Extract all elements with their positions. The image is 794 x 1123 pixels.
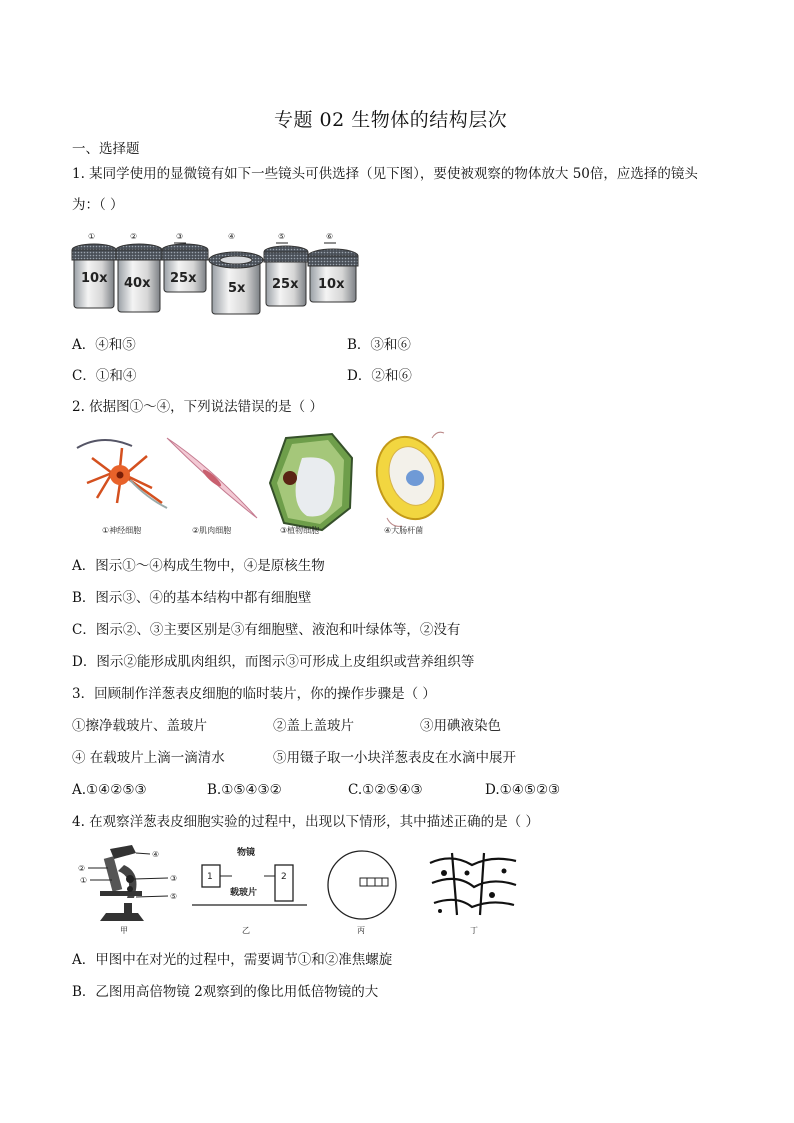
plant-cell-illustration [270, 434, 352, 530]
page-title: 专题 02 生物体的结构层次 [274, 109, 508, 131]
microscope-diagram [78, 845, 177, 935]
q2-option-a: A．图示①～④构成生物中，④是原核生物 [72, 558, 325, 574]
lens-1 [72, 232, 116, 308]
label-c3: ③ [170, 874, 178, 883]
objective-lenses-figure [68, 230, 368, 320]
section-heading: 一、选择题 [72, 141, 140, 157]
lens-2-mag: 40x [124, 276, 151, 291]
label-bing: 丙 [357, 926, 365, 935]
objective-slide-diagram [192, 846, 307, 935]
label-c2: ② [78, 864, 86, 873]
q3-option-a: A.①④②⑤③ [72, 782, 147, 798]
label-c5: ⑤ [170, 892, 178, 901]
lens-5 [264, 232, 308, 306]
q3-step-5: ⑤用镊子取一小块洋葱表皮在水滴中展开 [273, 750, 516, 766]
label-yi: 乙 [242, 926, 250, 935]
lens-3-mag: 25x [170, 271, 197, 286]
lens-1-number: ① [88, 232, 96, 241]
q3-option-c: C.①②⑤④③ [348, 782, 423, 798]
neuron-illustration [77, 440, 167, 508]
q4-stem: 4. 在观察洋葱表皮细胞实验的过程中，出现以下情形，其中描述正确的是（ ） [72, 814, 539, 830]
label-c1: ① [80, 876, 88, 885]
q1-option-c: C．①和④ [72, 368, 137, 384]
lens-6 [308, 232, 358, 302]
q1-stem-line2: 为：（ ） [72, 197, 124, 213]
q3-option-b: B.①⑤④③② [207, 782, 282, 798]
label-lens2: 2 [281, 872, 287, 882]
field-of-view-diagram [328, 851, 396, 935]
cell-label-1: ①神经细胞 [102, 526, 142, 535]
label-ding: 丁 [470, 926, 478, 935]
cell-label-4: ④大肠杆菌 [384, 526, 424, 535]
q2-option-d: D．图示②能形成肌肉组织，而图示③可形成上皮组织或营养组织等 [72, 654, 475, 670]
q2-option-b: B．图示③、④的基本结构中都有细胞壁 [72, 590, 312, 606]
lens-6-number: ⑥ [326, 232, 334, 241]
cells-view-diagram [427, 851, 517, 935]
q4-option-a: A．甲图中在对光的过程中，需要调节①和②准焦螺旋 [72, 952, 393, 968]
q3-option-d: D.①④⑤②③ [485, 782, 561, 798]
lens-5-mag: 25x [272, 277, 299, 292]
q1-stem-line1: 1. 某同学使用的显微镜有如下一些镜头可供选择（见下图），要使被观察的物体放大 50倍，应选择的镜头 [72, 166, 698, 182]
bacterium-illustration [367, 428, 452, 528]
q3-stem: 3．回顾制作洋葱表皮细胞的临时装片，你的操作步骤是（ ） [72, 686, 436, 702]
lens-4 [209, 232, 263, 314]
cells-figure [72, 428, 452, 540]
label-jia: 甲 [120, 926, 128, 935]
q3-step-2: ②盖上盖玻片 [273, 718, 354, 734]
q2-stem: 2. 依据图①～④，下列说法错误的是（ ） [72, 399, 323, 415]
lens-2 [116, 232, 162, 312]
cell-label-3: ③植物细胞 [280, 526, 320, 535]
microscope-figure [72, 843, 532, 935]
label-objective: 物镜 [237, 848, 256, 858]
lens-4-mag: 5x [228, 281, 246, 296]
q3-step-3: ③用碘液染色 [420, 718, 501, 734]
cell-label-2: ②肌肉细胞 [192, 526, 232, 535]
q1-option-d: D．②和⑥ [347, 368, 412, 384]
label-slide: 载玻片 [230, 888, 258, 898]
label-lens1: 1 [207, 872, 213, 882]
q1-option-a: A．④和⑤ [72, 337, 136, 353]
q2-option-c: C．图示②、③主要区别是③有细胞壁、液泡和叶绿体等，②没有 [72, 622, 461, 638]
q3-step-4: ④ 在载玻片上滴一滴清水 [72, 750, 225, 766]
q4-option-b: B．乙图用高倍物镜 2观察到的像比用低倍物镜的大 [72, 984, 379, 1000]
lens-3 [162, 232, 208, 292]
lens-3-number: ③ [176, 232, 184, 241]
label-c4: ④ [152, 850, 160, 859]
q1-option-b: B．③和⑥ [347, 337, 411, 353]
lens-5-number: ⑤ [278, 232, 286, 241]
muscle-cell-illustration [167, 438, 257, 518]
lens-4-number: ④ [228, 232, 236, 241]
q3-step-1: ①擦净载玻片、盖玻片 [72, 718, 207, 734]
lens-1-mag: 10x [81, 271, 108, 286]
lens-6-mag: 10x [318, 277, 345, 292]
lens-2-number: ② [130, 232, 138, 241]
